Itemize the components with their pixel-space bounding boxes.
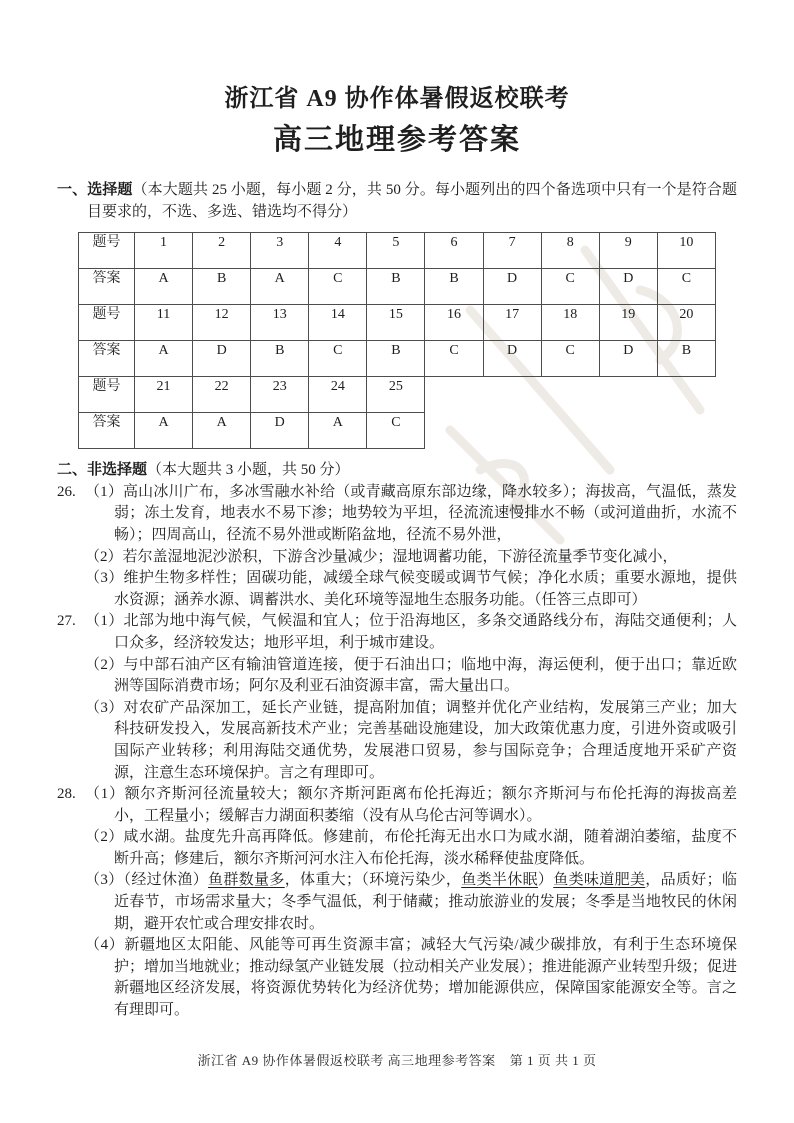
table-empty-area bbox=[425, 413, 716, 449]
answer-text-segment: 额尔齐斯河径流量较大；额尔齐斯河距离布伦托海近；额尔齐斯河与布伦托海的海拔高差小，工程量小；缓解吉力湖面积萎缩（没有从乌伦古河等调水）。 bbox=[114, 786, 737, 824]
answer-text-segment: 北部为地中海气候，气候温和宜人；位于沿海地区，多条交通路线分布，海陆交通便利；人口众多，经济较发达；地形平坦，利于城市建设。 bbox=[114, 613, 737, 651]
answer-cell: D bbox=[251, 413, 309, 449]
answer-cell: 18 bbox=[541, 305, 599, 341]
footer-exam-name: 浙江省 A9 协作体暑假返校联考 高三地理参考答案 bbox=[197, 1053, 496, 1068]
answer-text-segment: 若尔盖湿地泥沙淤积，下游含沙量减少；湿地调蓄功能，下游径流量季节变化减小， bbox=[122, 548, 678, 565]
answer-cell: 15 bbox=[367, 305, 425, 341]
answer-table-row bbox=[79, 305, 716, 341]
section-choice-label: 一、选择题 bbox=[57, 182, 133, 198]
row-label: 题号 bbox=[79, 233, 135, 269]
answer-cell: B bbox=[193, 269, 251, 305]
part-label: （1） bbox=[85, 483, 123, 500]
row-label: 答案 bbox=[79, 269, 135, 305]
answer-table-row bbox=[79, 377, 716, 413]
answer-cell: 10 bbox=[657, 233, 715, 269]
answer-cell: C bbox=[309, 341, 367, 377]
page-footer bbox=[0, 1050, 794, 1069]
answer-cell: C bbox=[309, 269, 367, 305]
section-choice-heading bbox=[57, 180, 737, 223]
answer-part bbox=[85, 784, 737, 827]
answer-part bbox=[85, 482, 737, 547]
answer-cell: 8 bbox=[541, 233, 599, 269]
answer-table-row bbox=[79, 341, 716, 377]
part-label: （1） bbox=[85, 613, 124, 630]
part-label: （1） bbox=[85, 786, 125, 803]
answer-cell: 6 bbox=[425, 233, 483, 269]
answer-cell: 2 bbox=[193, 233, 251, 269]
answer-text-segment: ，体重大；（环境污染少， bbox=[284, 872, 462, 889]
answer-text-segment: 咸水湖。盐度先升高再降低。修建前，布伦托海无出水口为咸水湖，随着湖泊萎缩，盐度不断升高；修建后，额尔齐斯河河水注入布伦托海，淡水稀释使盐度降低。 bbox=[114, 829, 737, 867]
answer-cell: A bbox=[309, 413, 367, 449]
answer-cell: D bbox=[599, 341, 657, 377]
answer-cell: 22 bbox=[193, 377, 251, 413]
answer-text-segment: 鱼群数量多 bbox=[208, 872, 285, 889]
answer-text-segment: 新疆地区太阳能、风能等可再生资源丰富；减轻大气污染/减少碳排放，有利于生态环境保护；增加当地就业；推动绿氢产业链发展（拉动相关产业发展）；推进能源产业转型升级；促进新疆地区经济发展，将资源优势转化为经济优势；增加能源供应，保障国家能源安全等。言之有理即可。 bbox=[114, 937, 737, 1019]
answer-cell: B bbox=[425, 269, 483, 305]
answer-cell: B bbox=[367, 269, 425, 305]
row-label: 题号 bbox=[79, 377, 135, 413]
answer-cell: C bbox=[425, 341, 483, 377]
answer-cell: 13 bbox=[251, 305, 309, 341]
answer-part bbox=[85, 611, 737, 654]
question bbox=[57, 611, 737, 784]
answer-cell: 25 bbox=[367, 377, 425, 413]
answer-part bbox=[85, 827, 737, 870]
answer-cell: 11 bbox=[135, 305, 193, 341]
answer-cell: B bbox=[367, 341, 425, 377]
answer-text-segment: 鱼类半休眠 bbox=[461, 872, 538, 889]
question-number: 27. bbox=[57, 613, 76, 630]
part-label: （4） bbox=[85, 937, 125, 954]
answer-cell: 16 bbox=[425, 305, 483, 341]
answer-cell: C bbox=[657, 269, 715, 305]
row-label: 答案 bbox=[79, 341, 135, 377]
answer-part bbox=[85, 698, 737, 784]
part-label: （3） bbox=[85, 872, 124, 889]
part-label: （2） bbox=[85, 656, 124, 673]
answer-table-row bbox=[79, 269, 716, 305]
answer-cell: C bbox=[541, 269, 599, 305]
answer-part bbox=[85, 568, 737, 611]
answer-cell: 21 bbox=[135, 377, 193, 413]
answer-part bbox=[85, 655, 737, 698]
row-label: 题号 bbox=[79, 305, 135, 341]
answer-cell: 3 bbox=[251, 233, 309, 269]
section-choice-desc: （本大题共 25 小题，每小题 2 分，共 50 分。每小题列出的四个备选项中只有一个是符合题目要求的，不选、多选、错选均不得分） bbox=[87, 182, 737, 220]
answer-cell: A bbox=[135, 341, 193, 377]
answer-cell: 23 bbox=[251, 377, 309, 413]
row-label: 答案 bbox=[79, 413, 135, 449]
answer-cell: D bbox=[483, 269, 541, 305]
answer-cell: 19 bbox=[599, 305, 657, 341]
answer-cell: 9 bbox=[599, 233, 657, 269]
part-label: （3） bbox=[85, 570, 124, 587]
answer-cell: 14 bbox=[309, 305, 367, 341]
page-title: 高三地理参考答案 bbox=[272, 124, 521, 156]
answer-text-segment: 维护生物多样性；固碳功能，减缓全球气候变暖或调节气候；净化水质；重要水源地，提供水资源；涵养水源、调蓄洪水、美化环境等湿地生态服务功能。（任答三点即可） bbox=[114, 570, 737, 608]
answer-table-row bbox=[79, 413, 716, 449]
answer-text-segment: ，品质好；临近春节，市场需求量大；冬季气温低，利于储藏；推动旅游业的发展；冬季是当地牧民的休闲期，避开农忙或合理安排农时。 bbox=[114, 872, 737, 932]
answer-cell: B bbox=[657, 341, 715, 377]
answer-text-segment: 对农矿产品深加工，延长产业链，提高附加值；调整并优化产业结构，发展第三产业；加大科技研发投入，发展高新技术产业；完善基础设施建设，加大政策优惠力度，引进外资或吸引国际产业转移；利用海陆交通优势，发展港口贸易，参与国际竞争；合理适度地开采矿产资源，注意生态环境保护。言之有理即可。 bbox=[114, 699, 737, 781]
answer-cell: D bbox=[483, 341, 541, 377]
answer-cell: D bbox=[193, 341, 251, 377]
answer-cell: 7 bbox=[483, 233, 541, 269]
answer-cell: A bbox=[135, 269, 193, 305]
section-free-label: 二、非选择题 bbox=[57, 462, 148, 479]
answer-cell: A bbox=[193, 413, 251, 449]
answer-cell: 20 bbox=[657, 305, 715, 341]
answer-part bbox=[85, 547, 737, 569]
answer-cell: 24 bbox=[309, 377, 367, 413]
questions bbox=[57, 482, 737, 1022]
answer-table bbox=[78, 232, 716, 449]
section-free-heading bbox=[57, 460, 737, 482]
answer-part bbox=[85, 935, 737, 1021]
part-label: （2） bbox=[85, 548, 123, 565]
answer-cell: B bbox=[251, 341, 309, 377]
answer-cell: C bbox=[367, 413, 425, 449]
answer-text-segment: 鱼类味道肥美 bbox=[553, 872, 646, 889]
answer-cell: 12 bbox=[193, 305, 251, 341]
answer-cell: C bbox=[541, 341, 599, 377]
footer-page-number: 第 1 页 共 1 页 bbox=[509, 1053, 597, 1068]
section-free-desc: （本大题共 3 小题，共 50 分） bbox=[147, 462, 350, 479]
question bbox=[57, 784, 737, 1022]
answer-cell: 17 bbox=[483, 305, 541, 341]
answer-text-segment: （经过休渔） bbox=[123, 872, 209, 889]
part-label: （3） bbox=[85, 699, 124, 716]
answer-text-segment: 高山冰川广布，多冰雪融水补给（或青藏高原东部边缘，降水较多）；海拔高，气温低，蒸发弱；冻土发育，地表水不易下渗；地势较为平坦，径流流速慢排水不畅（或河道曲折，水流不畅）；四周高山，径流不易外泄或断陷盆地，径流不易外泄， bbox=[114, 483, 737, 543]
answer-table-row bbox=[79, 233, 716, 269]
answer-cell: 1 bbox=[135, 233, 193, 269]
answer-text-segment: ） bbox=[537, 872, 554, 889]
answer-cell: D bbox=[599, 269, 657, 305]
table-empty-area bbox=[425, 377, 716, 413]
answer-cell: 5 bbox=[367, 233, 425, 269]
answer-cell: A bbox=[135, 413, 193, 449]
answer-cell: A bbox=[251, 269, 309, 305]
answer-cell: 4 bbox=[309, 233, 367, 269]
exam-title: 浙江省 A9 协作体暑假返校联考 bbox=[224, 86, 570, 112]
answer-text-segment: 与中部石油产区有输油管道连接，便于石油出口；临地中海，海运便利，便于出口；靠近欧洲等国际消费市场；阿尔及利亚石油资源丰富，需大量出口。 bbox=[114, 656, 737, 695]
question bbox=[57, 482, 737, 612]
part-label: （2） bbox=[85, 829, 124, 846]
question-number: 26. bbox=[57, 483, 76, 500]
answer-table-body bbox=[79, 233, 716, 449]
answer-part bbox=[85, 870, 737, 935]
question-number: 28. bbox=[57, 786, 76, 803]
